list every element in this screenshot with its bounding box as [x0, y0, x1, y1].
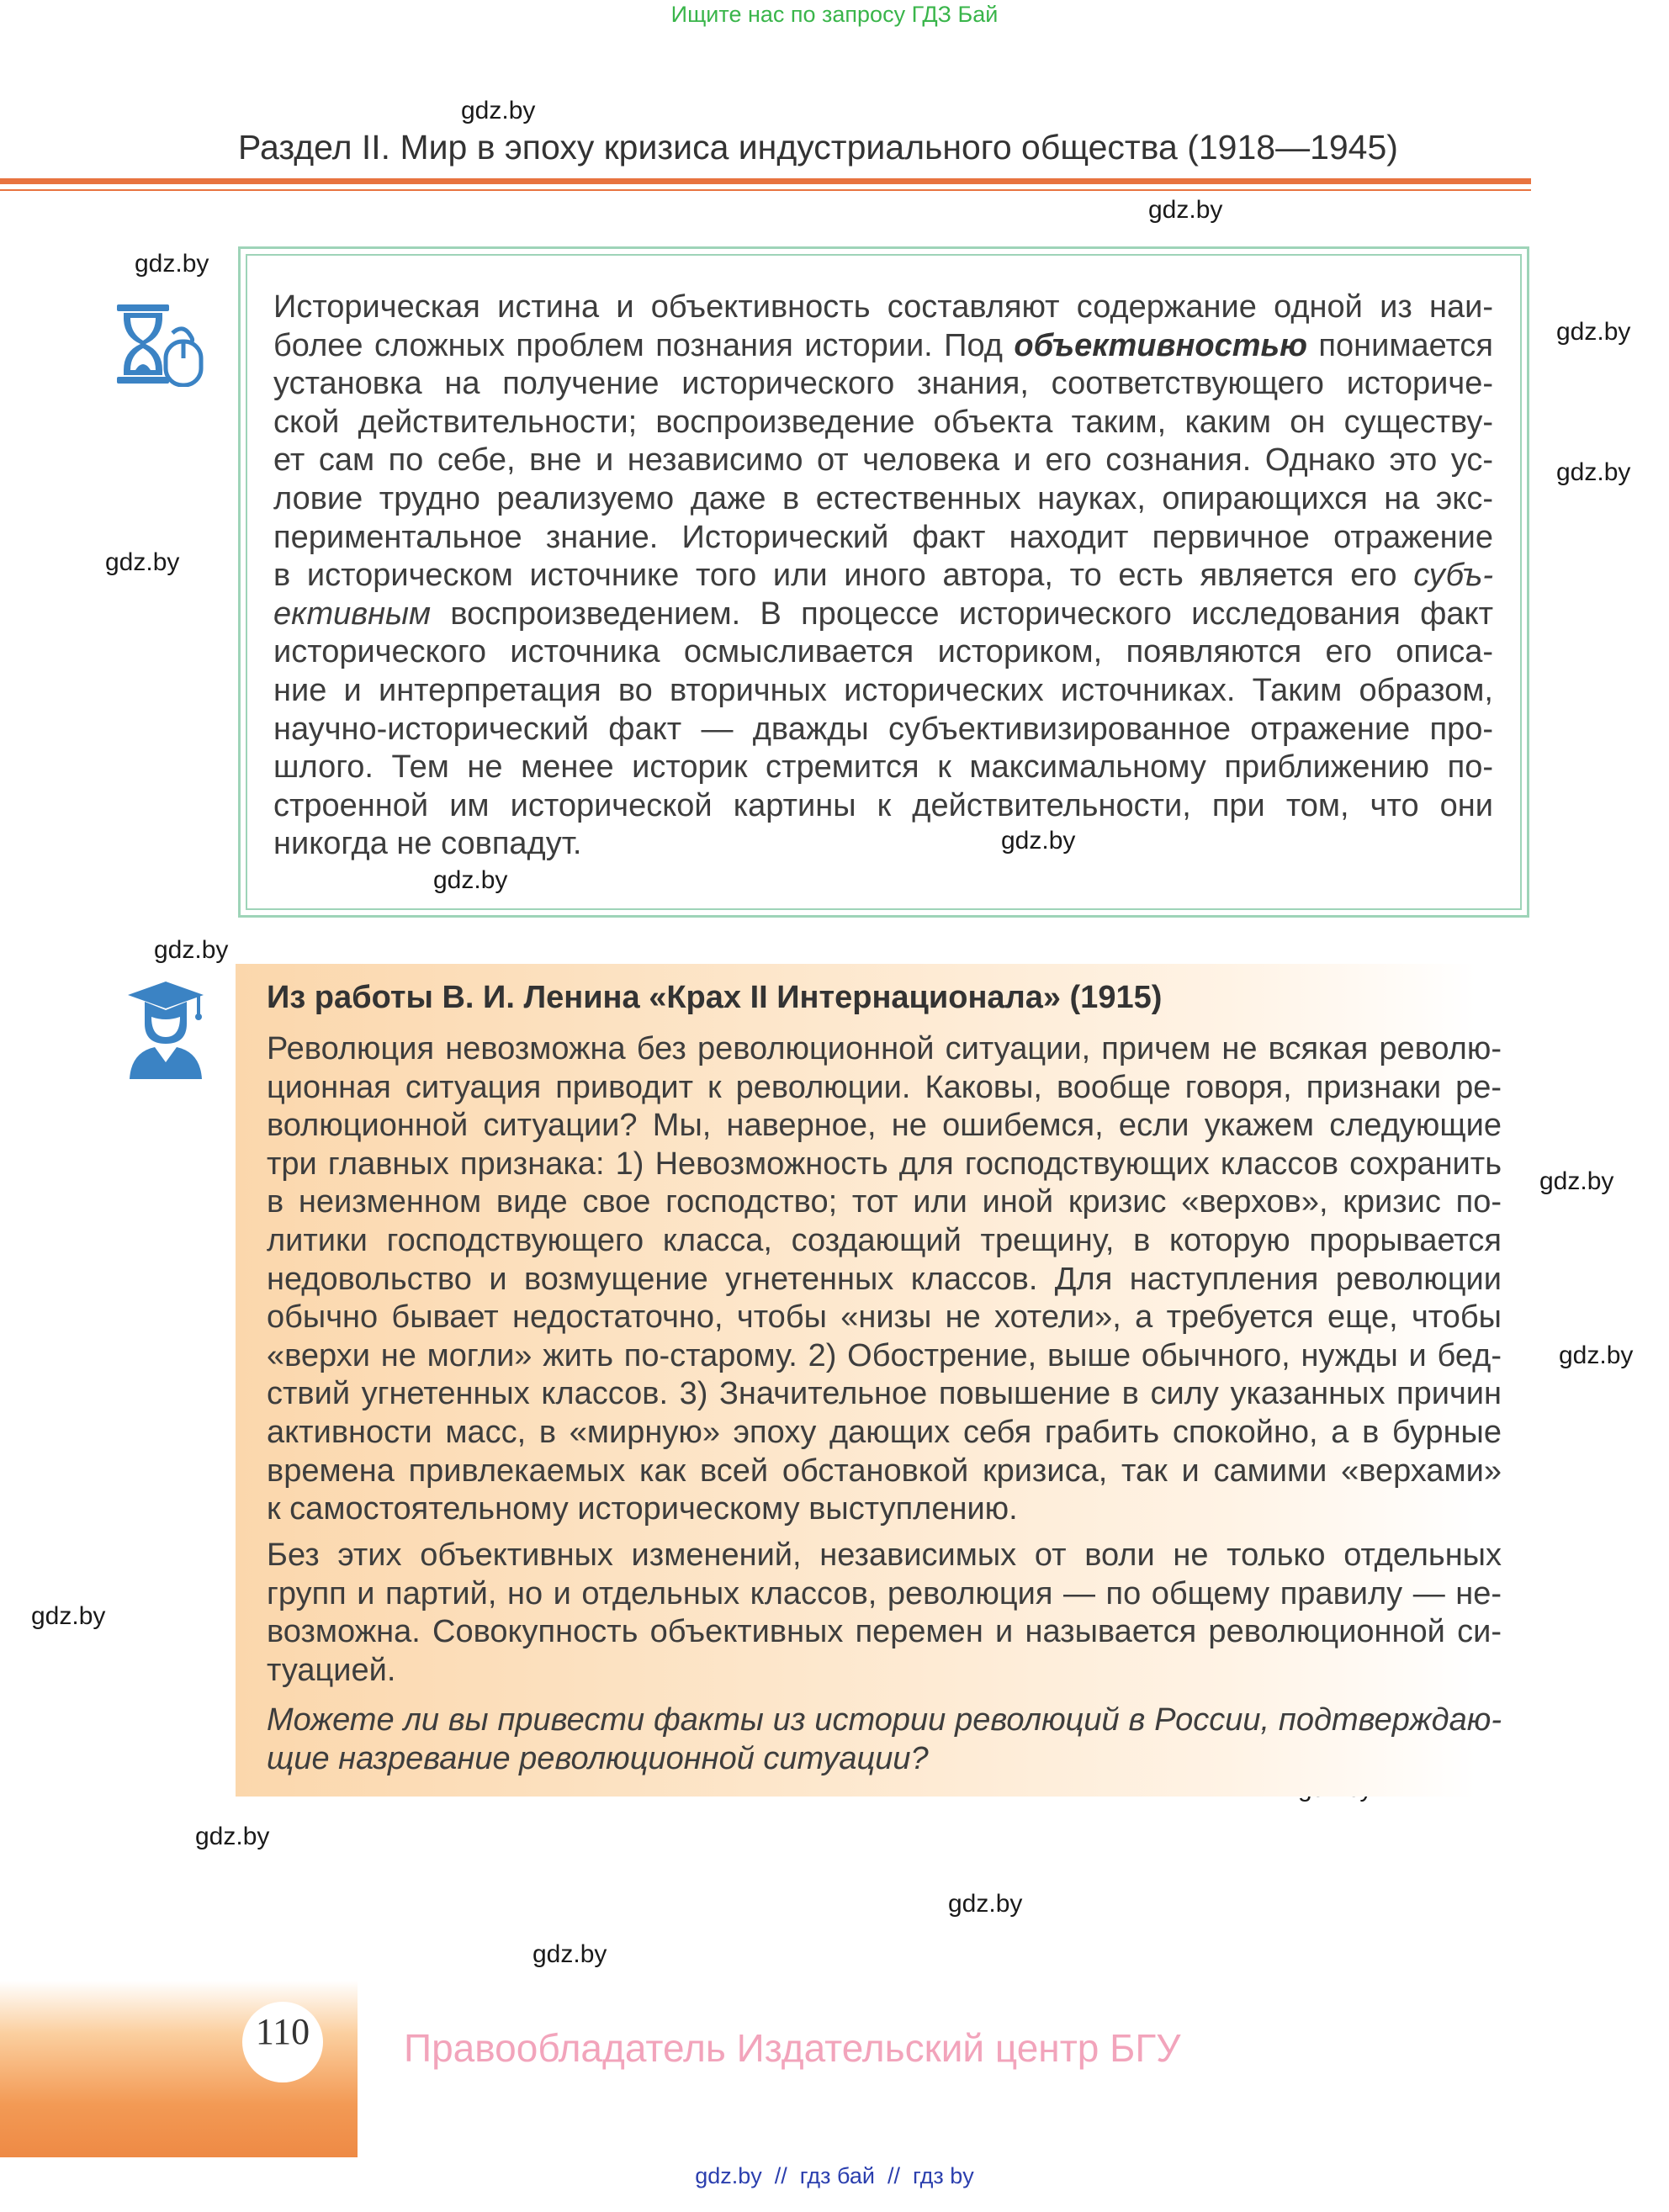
- text-line: установка на получение исторического знания, соответствующего историче-: [273, 366, 1493, 402]
- watermark: gdz.by: [105, 548, 180, 576]
- watermark: gdz.by: [1556, 318, 1631, 346]
- watermark: gdz.by: [1559, 1341, 1634, 1369]
- text-line: групп и партий, но и отдельных классов, революция — по общему правилу — не-: [267, 1575, 1502, 1611]
- footer-links[interactable]: gdz.by // гдз бай // гдз by: [695, 2163, 974, 2188]
- text-line: более сложных проблем познания истории. Под объективностью понимается: [273, 327, 1494, 363]
- watermark: gdz.by: [532, 1940, 607, 1968]
- text-line: недовольство и возмущение угнетенных классов. Для наступления революции: [267, 1261, 1502, 1297]
- watermark: gdz.by: [154, 936, 229, 964]
- source-paragraph-2: [267, 1537, 1502, 1690]
- text-line: шлого. Тем не менее историк стремится к максимальному приближению по-: [273, 749, 1493, 786]
- watermark: gdz.by: [195, 1823, 270, 1850]
- text-line: ционная ситуация приводит к революции. Каковы, вообще говоря, признаки ре-: [267, 1069, 1502, 1105]
- watermark: gdz.by: [135, 250, 209, 278]
- text-line: Можете ли вы привести факты из истории революций в России, подтверждаю-: [267, 1702, 1502, 1738]
- text-line: активности масс, в «мирную» эпоху дающих себя грабить спокойно, а в бурные: [267, 1414, 1502, 1450]
- text-line: ловие трудно реализуемо даже в естественных науках, опирающихся на экс-: [273, 480, 1493, 516]
- text-line: периментальное знание. Исторический факт находит первичное отражение: [273, 519, 1493, 555]
- text-line: строенной им исторической картины к действительности, при том, что они: [273, 787, 1493, 823]
- text-line: Историческая истина и объективность составляют содержание одной из наи-: [273, 289, 1493, 325]
- watermark: gdz.by: [948, 1890, 1023, 1918]
- text-line: «верхи не могли» жить по-старому. 2) Обострение, выше обычного, нужды и бед-: [267, 1337, 1502, 1373]
- text-line: в неизменном виде свое господство; тот или иной кризис «верхов», кризис по-: [267, 1184, 1502, 1220]
- text-line: три главных признака: 1) Невозможность для господствующих классов сохранить: [267, 1146, 1502, 1182]
- text-line: исторического источника осмысливается историком, появляются его описа-: [273, 634, 1493, 670]
- text-line: в историческом источнике того или иного автора, то есть является его субъ-: [273, 558, 1493, 594]
- text-line: ние и интерпретация во вторичных исторических источниках. Таким образом,: [273, 672, 1493, 708]
- text-line: к самостоятельному историческому выступлению.: [267, 1491, 1018, 1527]
- graduate-student-icon: [126, 980, 206, 1079]
- top-banner[interactable]: Ищите нас по запросу ГДЗ Бай: [670, 2, 999, 27]
- watermark: gdz.by: [1539, 1167, 1614, 1195]
- header-rule-thin: [0, 189, 1531, 191]
- text-line: литики господствующего класса, создающий трещину, в которую прорывается: [267, 1222, 1502, 1258]
- concept-text: [273, 288, 1493, 864]
- text-line: туацией.: [267, 1652, 396, 1688]
- text-line: волюционной ситуации? Мы, наверное, не ошибемся, если укажем следующие: [267, 1108, 1502, 1144]
- source-title: Из работы В. И. Ленина «Крах II Интернационала» (1915): [267, 980, 1163, 1015]
- text-line: никогда не совпадут.: [273, 826, 582, 862]
- text-line: ской действительности; воспроизведение объекта таким, каким он существу-: [273, 404, 1493, 440]
- source-question: [267, 1701, 1502, 1778]
- text-line: щие назревание революционной ситуации?: [267, 1740, 929, 1776]
- text-line: Без этих объективных изменений, независимых от воли не только отдельных: [267, 1537, 1502, 1573]
- watermark: gdz.by: [1556, 458, 1631, 486]
- text-line: времена привлекаемых как всей обстановкой кризиса, так и самими «верхами»: [267, 1453, 1502, 1489]
- watermark: gdz.by: [31, 1602, 106, 1630]
- source-paragraph-1: [267, 1030, 1502, 1529]
- text-line: ет сам по себе, вне и независимо от человека и его сознания. Однако это ус-: [273, 442, 1493, 479]
- text-line: возможна. Совокупность объективных перемен и называется революционной си-: [267, 1614, 1502, 1650]
- hourglass-mouse-icon: [114, 303, 210, 387]
- text-line: Революция невозможна без революционной ситуации, причем не всякая револю-: [267, 1031, 1502, 1066]
- text-line: ективным воспроизведением. В процессе исторического исследования факт: [273, 595, 1493, 632]
- text-line: обычно бывает недостаточно, чтобы «низы не хотели», а требуется еще, чтобы: [267, 1299, 1502, 1336]
- header-rule: [0, 178, 1531, 184]
- copyright-notice: Правообладатель Издательский центр БГУ: [404, 2026, 1181, 2070]
- watermark: gdz.by: [1148, 196, 1223, 224]
- watermark: gdz.by: [1001, 827, 1076, 855]
- watermark: gdz.by: [433, 866, 508, 894]
- page-number: 110: [255, 2011, 310, 2052]
- section-title: Раздел II. Мир в эпоху кризиса индустриального общества (1918—1945): [238, 128, 1398, 167]
- text-line: ствий угнетенных классов. 3) Значительное повышение в силу указанных причин: [267, 1376, 1502, 1412]
- watermark: gdz.by: [461, 97, 536, 124]
- text-line: научно-исторический факт — дважды субъективизированное отражение про-: [273, 711, 1493, 747]
